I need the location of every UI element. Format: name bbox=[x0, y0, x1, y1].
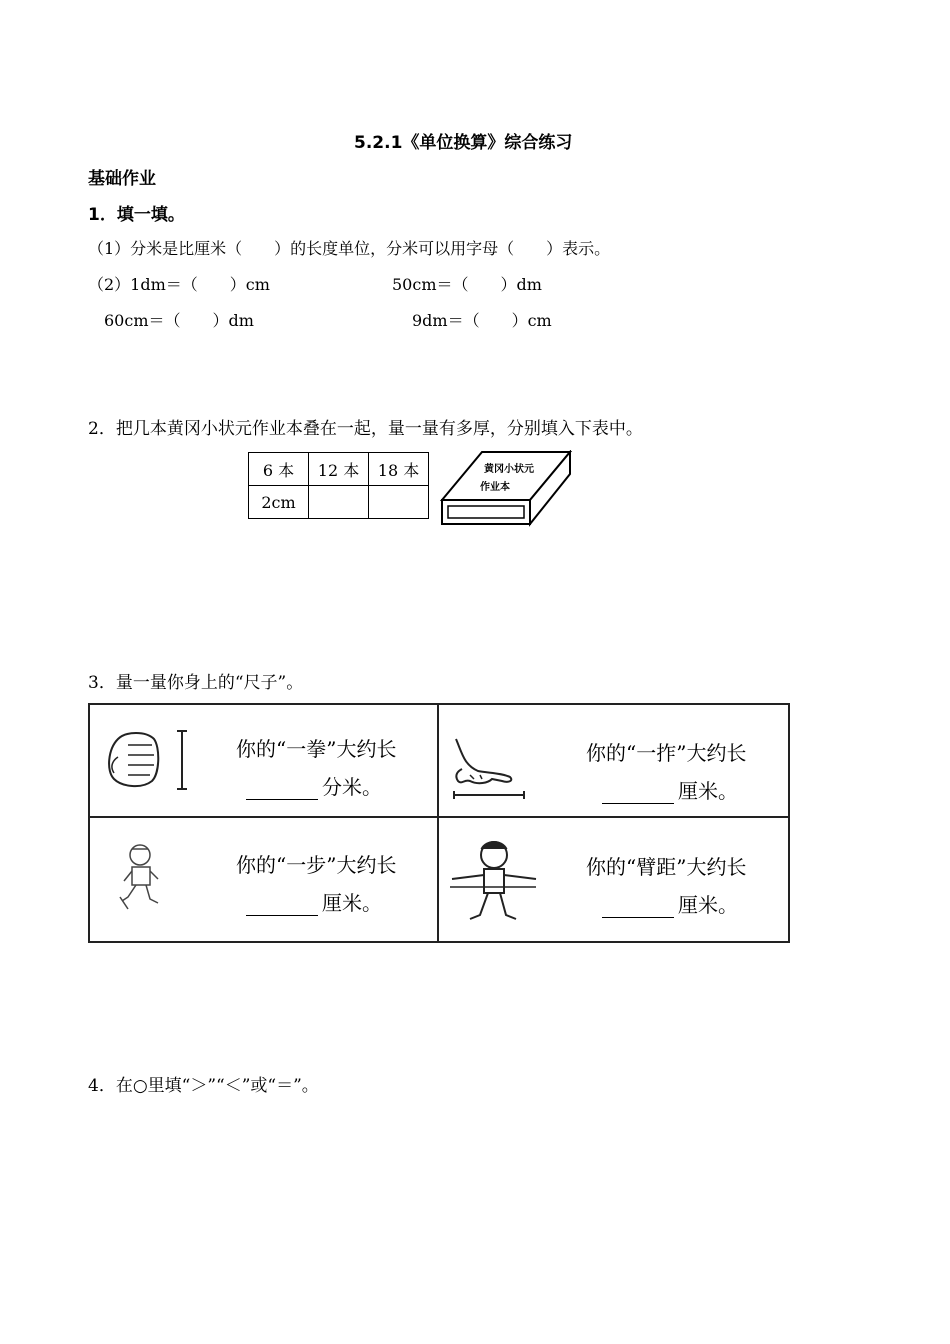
grid-divider-horizontal bbox=[90, 816, 788, 818]
section-heading: 基础作业 bbox=[88, 169, 156, 189]
table-header-cell: 18 本 bbox=[369, 453, 429, 486]
q1-line1: （1）分米是比厘米（ ）的长度单位，分米可以用字母（ ）表示。 bbox=[88, 239, 611, 258]
walking-boy-icon bbox=[116, 841, 166, 911]
fist-label: 你的“一拳”大约长 bbox=[236, 737, 397, 761]
grid-divider-vertical bbox=[437, 705, 439, 941]
table-header-cell: 6 本 bbox=[249, 453, 309, 486]
q4-heading: 4．在○里填“＞”“＜”或“＝”。 bbox=[88, 1076, 319, 1096]
step-unit: 厘米。 bbox=[322, 891, 382, 915]
table-input-cell[interactable] bbox=[309, 486, 369, 519]
arm-span-boy-icon bbox=[446, 835, 540, 925]
hand-span-label: 你的“一拃”大约长 bbox=[586, 741, 747, 765]
notebook-icon bbox=[438, 450, 574, 528]
arm-span-unit: 厘米。 bbox=[678, 893, 738, 917]
table-cell: 2cm bbox=[249, 486, 309, 519]
fist-answer-line[interactable] bbox=[246, 771, 382, 800]
hand-span-icon bbox=[448, 729, 528, 801]
q1-line3b: 9dm＝（ ）cm bbox=[412, 311, 552, 330]
table-input-cell[interactable] bbox=[369, 486, 429, 519]
step-answer-line[interactable] bbox=[246, 887, 382, 916]
arm-span-answer-line[interactable] bbox=[602, 889, 738, 918]
arm-span-label: 你的“臂距”大约长 bbox=[586, 855, 747, 879]
page-title: 5.2.1《单位换算》综合练习 bbox=[354, 133, 573, 153]
fist-unit: 分米。 bbox=[322, 775, 382, 799]
q1-line2b: 50cm＝（ ）dm bbox=[392, 275, 542, 294]
book-cover-text-2: 作业本 bbox=[480, 482, 510, 493]
hand-span-answer-line[interactable] bbox=[602, 775, 738, 804]
q3-heading: 3．量一量你身上的“尺子”。 bbox=[88, 673, 304, 693]
thickness-table bbox=[248, 452, 429, 519]
step-label: 你的“一步”大约长 bbox=[236, 853, 397, 877]
q1-line2a: （2）1dm＝（ ）cm bbox=[88, 275, 270, 294]
hand-span-unit: 厘米。 bbox=[678, 779, 738, 803]
q1-heading: 1．填一填。 bbox=[88, 205, 185, 225]
q2-heading: 2．把几本黄冈小状元作业本叠在一起，量一量有多厚，分别填入下表中。 bbox=[88, 419, 643, 439]
body-ruler-grid bbox=[88, 703, 790, 943]
q1-line3a: 60cm＝（ ）dm bbox=[104, 311, 254, 330]
fist-icon bbox=[98, 727, 188, 793]
book-cover-text-1: 黄冈小状元 bbox=[484, 464, 534, 475]
table-header-cell: 12 本 bbox=[309, 453, 369, 486]
